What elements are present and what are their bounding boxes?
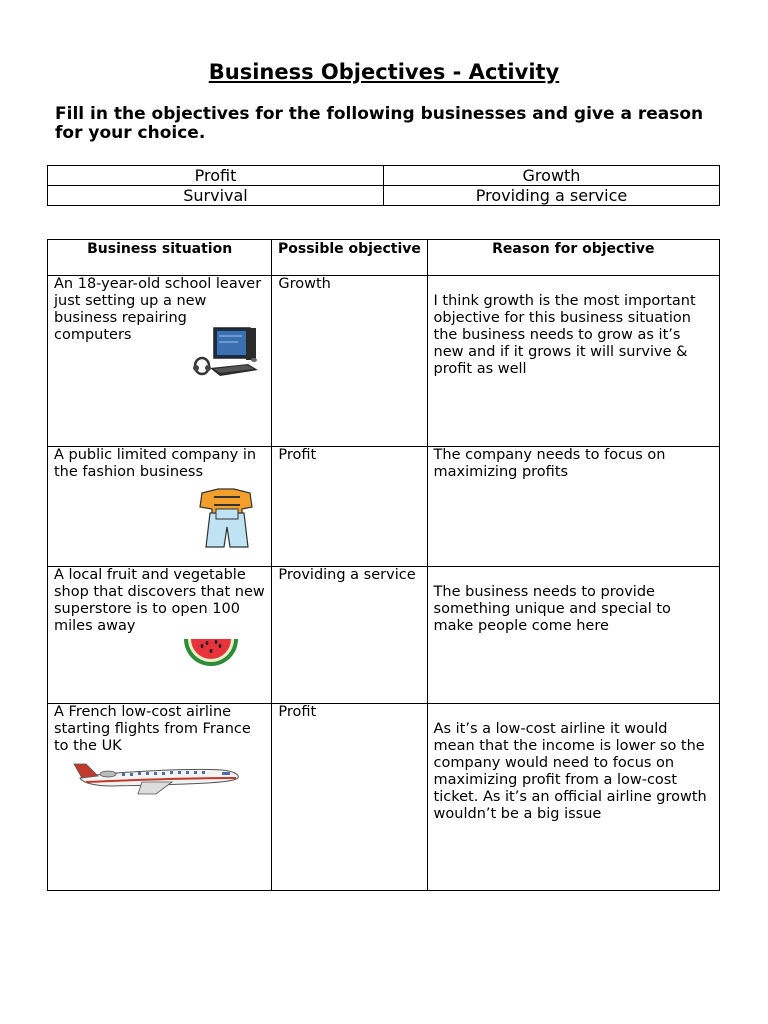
- watermelon-icon: [182, 631, 240, 671]
- page-title: Business Objectives - Activity: [208, 60, 560, 84]
- instructions: Fill in the objectives for the following businesses and give a reason for your choice.: [55, 104, 704, 143]
- objective-cell: Growth: [272, 276, 427, 447]
- reason-text: The business needs to provide something unique and special to make people come here: [433, 584, 671, 634]
- situation-text: An 18-year-old school leaver just setting up a new business repairing computers: [54, 276, 262, 343]
- reason-cell: [427, 276, 719, 447]
- option-providing-service: Providing a service: [384, 186, 720, 206]
- option-profit: Profit: [48, 166, 384, 186]
- objective-cell: Profit: [272, 704, 427, 891]
- reason-cell: [427, 704, 719, 891]
- situation-cell: [48, 276, 272, 447]
- objective-cell: Providing a service: [272, 567, 427, 704]
- table-row: [48, 276, 720, 447]
- reason-text: The company needs to focus on maximizing profits: [433, 447, 666, 480]
- clothes-icon: [194, 487, 258, 551]
- objective-cell: Profit: [272, 447, 427, 567]
- header-business-situation: Business situation: [48, 240, 272, 276]
- table-row: [48, 567, 720, 704]
- table-row: [48, 704, 720, 891]
- computer-icon: [192, 324, 262, 384]
- header-possible-objective: Possible objective: [272, 240, 427, 276]
- situation-cell: [48, 704, 272, 891]
- header-reason: Reason for objective: [427, 240, 719, 276]
- airplane-icon: [72, 760, 242, 796]
- situation-text: A local fruit and vegetable shop that discovers that new superstore is to open 100 miles away: [54, 567, 265, 634]
- situation-text: A French low-cost airline starting flights from France to the UK: [54, 704, 251, 754]
- option-growth: Growth: [384, 166, 720, 186]
- business-situations-table: [47, 239, 720, 891]
- option-survival: Survival: [48, 186, 384, 206]
- situation-cell: [48, 447, 272, 567]
- table-row: [48, 447, 720, 567]
- situation-text: A public limited company in the fashion business: [54, 447, 257, 480]
- reason-text: As it’s a low-cost airline it would mean that the income is lower so the company would need to focus on maximizing profit from a low-cost ticket. As it’s an official airline growth wouldn’t be a big issue: [433, 721, 707, 822]
- reason-cell: [427, 447, 719, 567]
- reason-cell: [427, 567, 719, 704]
- objective-options-table: [47, 165, 720, 206]
- situation-cell: [48, 567, 272, 704]
- reason-text: I think growth is the most important objective for this business situation the business needs to grow as it’s new and if it grows it will survive & profit as well: [433, 293, 696, 377]
